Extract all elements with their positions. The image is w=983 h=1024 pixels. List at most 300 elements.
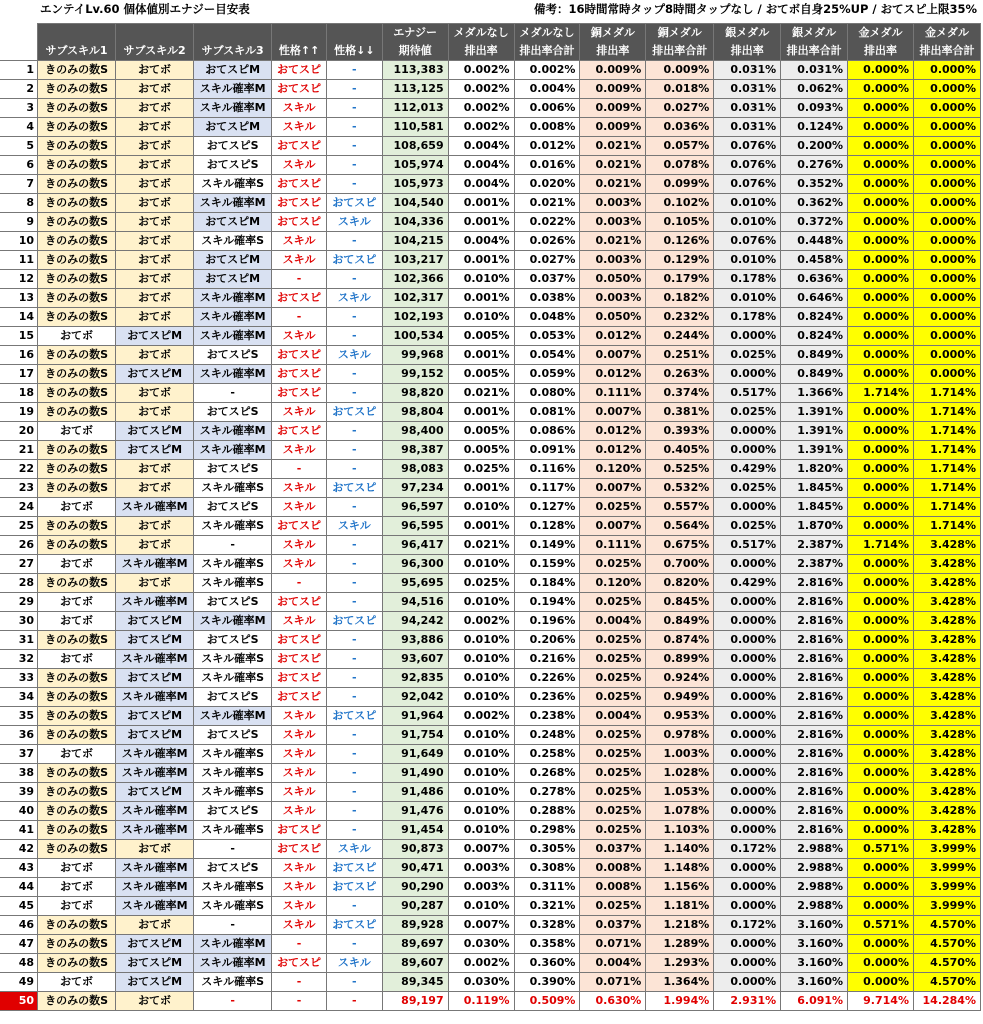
silver-total: 2.387% [781,536,848,555]
none-total: 0.048% [514,308,580,327]
header-sub-skill-2: サブスキル2 [116,42,194,61]
nature-up: おてスピ [272,384,327,403]
bronze-total: 0.532% [646,479,714,498]
gold-total: 0.000% [913,80,980,99]
bronze-total: 0.057% [646,137,714,156]
header-nature-down: 性格↓↓ [326,42,382,61]
sub-skill-2: おてボ [116,460,194,479]
nature-up: おてスピ [272,650,327,669]
header-bronze-rate: 排出率 [580,42,646,61]
nature-up: おてスピ [272,840,327,859]
bronze-total: 1.028% [646,764,714,783]
sub-skill-3: - [194,992,272,1011]
nature-up: スキル [272,764,327,783]
bronze-rate: 0.007% [580,346,646,365]
bronze-rate: 0.037% [580,916,646,935]
silver-rate: 0.031% [714,80,781,99]
table-row [0,365,981,384]
header-top [194,24,272,43]
sub-skill-1: おてボ [38,422,116,441]
nature-down: - [326,631,382,650]
bronze-total: 0.557% [646,498,714,517]
sub-skill-2: スキル確率M [116,593,194,612]
sub-skill-2: おてボ [116,194,194,213]
silver-rate: 0.000% [714,707,781,726]
nature-up: スキル [272,802,327,821]
gold-total: 0.000% [913,156,980,175]
none-total: 0.117% [514,479,580,498]
gold-total: 3.428% [913,688,980,707]
energy-value: 91,754 [382,726,448,745]
sub-skill-1: きのみの数S [38,156,116,175]
silver-total: 3.160% [781,954,848,973]
sub-skill-2: おてボ [116,213,194,232]
bronze-total: 0.126% [646,232,714,251]
table-row [0,118,981,137]
nature-up: - [272,308,327,327]
bronze-rate: 0.012% [580,327,646,346]
bronze-total: 0.099% [646,175,714,194]
nature-up: おてスピ [272,346,327,365]
sub-skill-1: きのみの数S [38,99,116,118]
gold-total: 0.000% [913,308,980,327]
none-total: 0.509% [514,992,580,1011]
none-rate: 0.025% [448,574,514,593]
table-row [0,479,981,498]
none-total: 0.184% [514,574,580,593]
row-number: 36 [0,726,38,745]
none-total: 0.305% [514,840,580,859]
nature-up: - [272,992,327,1011]
sub-skill-3: スキル確率M [194,327,272,346]
none-total: 0.360% [514,954,580,973]
energy-value: 99,152 [382,365,448,384]
gold-rate: 0.571% [848,916,914,935]
bronze-total: 1.103% [646,821,714,840]
none-rate: 0.001% [448,194,514,213]
silver-total: 2.816% [781,688,848,707]
nature-up: おてスピ [272,175,327,194]
nature-down: - [326,992,382,1011]
sub-skill-1: きのみの数S [38,536,116,555]
silver-total: 0.352% [781,175,848,194]
nature-down: スキル [326,213,382,232]
nature-down: - [326,118,382,137]
sub-skill-3: スキル確率S [194,517,272,536]
sub-skill-3: おてスピS [194,498,272,517]
bronze-rate: 0.025% [580,897,646,916]
sub-skill-3: おてスピS [194,346,272,365]
nature-down: おてスピ [326,612,382,631]
sub-skill-3: おてスピS [194,593,272,612]
sub-skill-1: きのみの数S [38,479,116,498]
silver-total: 1.391% [781,441,848,460]
bronze-rate: 0.025% [580,669,646,688]
sub-skill-2: おてボ [116,175,194,194]
bronze-rate: 0.025% [580,593,646,612]
none-total: 0.020% [514,175,580,194]
sub-skill-2: スキル確率M [116,878,194,897]
gold-total: 0.000% [913,289,980,308]
nature-up: スキル [272,745,327,764]
table-row [0,954,981,973]
nature-down: おてスピ [326,479,382,498]
none-total: 0.053% [514,327,580,346]
table-row [0,137,981,156]
table-row [0,612,981,631]
nature-up: おてスピ [272,137,327,156]
energy-value: 95,695 [382,574,448,593]
row-number: 14 [0,308,38,327]
nature-down: おてスピ [326,707,382,726]
gold-total: 3.999% [913,840,980,859]
silver-rate: 0.172% [714,916,781,935]
silver-rate: 0.178% [714,308,781,327]
energy-value: 89,607 [382,954,448,973]
silver-total: 0.849% [781,346,848,365]
gold-rate: 0.000% [848,897,914,916]
sub-skill-2: おてボ [116,384,194,403]
silver-rate: 2.931% [714,992,781,1011]
energy-value: 97,234 [382,479,448,498]
none-total: 0.258% [514,745,580,764]
header-top: 銀メダル [714,24,781,43]
silver-rate: 0.000% [714,612,781,631]
gold-rate: 0.000% [848,61,914,80]
sub-skill-2: おてボ [116,156,194,175]
energy-value: 89,197 [382,992,448,1011]
energy-value: 103,217 [382,251,448,270]
none-rate: 0.021% [448,384,514,403]
sub-skill-3: - [194,536,272,555]
none-total: 0.238% [514,707,580,726]
row-number: 34 [0,688,38,707]
sub-skill-3: おてスピM [194,213,272,232]
table-note: 備考：16時間常時タップ8時間タップなし / おてボ自身25%UP / おてスピ上限35% [533,2,977,16]
bronze-rate: 0.021% [580,137,646,156]
none-total: 0.358% [514,935,580,954]
silver-total: 0.276% [781,156,848,175]
gold-total: 0.000% [913,118,980,137]
bronze-rate: 0.021% [580,232,646,251]
energy-value: 91,490 [382,764,448,783]
silver-rate: 0.000% [714,593,781,612]
sub-skill-1: きのみの数S [38,289,116,308]
sub-skill-3: おてスピM [194,61,272,80]
nature-down: - [326,384,382,403]
gold-rate: 0.571% [848,840,914,859]
sub-skill-3: スキル確率S [194,669,272,688]
bronze-total: 1.140% [646,840,714,859]
sub-skill-1: きのみの数S [38,403,116,422]
energy-value: 90,287 [382,897,448,916]
nature-down: - [326,308,382,327]
none-total: 0.268% [514,764,580,783]
nature-up: おてスピ [272,954,327,973]
sub-skill-2: おてボ [116,840,194,859]
nature-down: スキル [326,346,382,365]
silver-rate: 0.031% [714,118,781,137]
gold-total: 3.428% [913,536,980,555]
energy-value: 104,540 [382,194,448,213]
nature-up: - [272,935,327,954]
gold-total: 3.428% [913,631,980,650]
energy-value: 96,300 [382,555,448,574]
row-number: 31 [0,631,38,650]
sub-skill-1: おてボ [38,593,116,612]
header-top: エナジー [382,24,448,43]
sub-skill-3: おてスピM [194,251,272,270]
none-rate: 0.010% [448,669,514,688]
row-number: 17 [0,365,38,384]
bronze-rate: 0.111% [580,384,646,403]
silver-total: 2.816% [781,650,848,669]
bronze-total: 0.874% [646,631,714,650]
none-rate: 0.001% [448,517,514,536]
sub-skill-2: スキル確率M [116,498,194,517]
nature-up: - [272,460,327,479]
row-number: 38 [0,764,38,783]
header-top [326,24,382,43]
gold-total: 3.428% [913,764,980,783]
nature-up: スキル [272,536,327,555]
nature-down: スキル [326,289,382,308]
table-row [0,289,981,308]
gold-rate: 0.000% [848,460,914,479]
sub-skill-3: スキル確率M [194,80,272,99]
sub-skill-2: おてボ [116,118,194,137]
gold-total: 1.714% [913,403,980,422]
nature-up: - [272,270,327,289]
sub-skill-1: きのみの数S [38,726,116,745]
silver-total: 0.824% [781,327,848,346]
sub-skill-1: きのみの数S [38,574,116,593]
silver-rate: 0.517% [714,384,781,403]
nature-up: おてスピ [272,365,327,384]
header-bar [0,0,983,19]
sub-skill-2: おてスピM [116,441,194,460]
sub-skill-2: おてボ [116,517,194,536]
energy-value: 96,417 [382,536,448,555]
silver-total: 0.093% [781,99,848,118]
bronze-total: 0.525% [646,460,714,479]
nature-down: - [326,156,382,175]
nature-up: スキル [272,612,327,631]
nature-up: おてスピ [272,517,327,536]
gold-rate: 0.000% [848,137,914,156]
gold-total: 3.428% [913,726,980,745]
sub-skill-2: おてボ [116,232,194,251]
nature-up: スキル [272,327,327,346]
bronze-total: 0.899% [646,650,714,669]
table-row [0,327,981,346]
none-rate: 0.010% [448,270,514,289]
gold-total: 0.000% [913,175,980,194]
header-blank [0,24,38,43]
silver-rate: 0.000% [714,802,781,821]
sub-skill-2: おてボ [116,99,194,118]
sub-skill-2: おてスピM [116,707,194,726]
none-rate: 0.005% [448,327,514,346]
sub-skill-1: おてボ [38,612,116,631]
row-number: 20 [0,422,38,441]
bronze-total: 0.700% [646,555,714,574]
header-top: メダルなし [514,24,580,43]
row-number: 33 [0,669,38,688]
sub-skill-1: きのみの数S [38,916,116,935]
sub-skill-2: おてボ [116,346,194,365]
gold-total: 3.428% [913,612,980,631]
nature-up: - [272,973,327,992]
gold-total: 0.000% [913,232,980,251]
nature-down: - [326,688,382,707]
silver-total: 1.845% [781,498,848,517]
energy-value: 91,486 [382,783,448,802]
table-row [0,175,981,194]
none-total: 0.012% [514,137,580,156]
sub-skill-1: おてボ [38,498,116,517]
none-rate: 0.010% [448,631,514,650]
row-number: 39 [0,783,38,802]
bronze-rate: 0.004% [580,954,646,973]
gold-rate: 0.000% [848,669,914,688]
table-row [0,669,981,688]
silver-total: 1.366% [781,384,848,403]
sub-skill-2: おてスピM [116,669,194,688]
header-bronze-total: 排出率合計 [646,42,714,61]
header-top: 金メダル [848,24,914,43]
nature-down: - [326,441,382,460]
nature-down: - [326,270,382,289]
sub-skill-3: スキル確率S [194,764,272,783]
gold-rate: 0.000% [848,878,914,897]
bronze-rate: 0.025% [580,726,646,745]
none-rate: 0.010% [448,650,514,669]
nature-down: - [326,593,382,612]
bronze-rate: 0.071% [580,973,646,992]
none-rate: 0.010% [448,745,514,764]
none-rate: 0.005% [448,441,514,460]
none-total: 0.004% [514,80,580,99]
silver-rate: 0.025% [714,479,781,498]
nature-down: おてスピ [326,194,382,213]
bronze-total: 0.978% [646,726,714,745]
row-number: 50 [0,992,38,1011]
gold-rate: 0.000% [848,802,914,821]
nature-down: - [326,536,382,555]
table-body [0,61,981,1011]
row-number: 2 [0,80,38,99]
energy-value: 96,595 [382,517,448,536]
silver-rate: 0.000% [714,745,781,764]
none-total: 0.080% [514,384,580,403]
header-top [272,24,327,43]
table-row [0,593,981,612]
row-number: 8 [0,194,38,213]
silver-rate: 0.010% [714,213,781,232]
bronze-rate: 0.025% [580,745,646,764]
none-rate: 0.001% [448,403,514,422]
gold-rate: 0.000% [848,593,914,612]
row-number: 16 [0,346,38,365]
sub-skill-2: おてボ [116,308,194,327]
sub-skill-1: きのみの数S [38,517,116,536]
energy-value: 92,042 [382,688,448,707]
header-top: 銀メダル [781,24,848,43]
silver-rate: 0.000% [714,498,781,517]
sub-skill-2: スキル確率M [116,802,194,821]
silver-rate: 0.025% [714,346,781,365]
gold-total: 1.714% [913,384,980,403]
sub-skill-3: スキル確率S [194,574,272,593]
gold-rate: 0.000% [848,954,914,973]
gold-total: 3.428% [913,802,980,821]
nature-up: おてスピ [272,631,327,650]
sub-skill-1: おてボ [38,745,116,764]
gold-total: 0.000% [913,194,980,213]
silver-rate: 0.000% [714,859,781,878]
header-top: 銅メダル [580,24,646,43]
sub-skill-1: きのみの数S [38,840,116,859]
silver-rate: 0.172% [714,840,781,859]
sub-skill-1: きのみの数S [38,270,116,289]
bronze-rate: 0.025% [580,555,646,574]
gold-rate: 0.000% [848,327,914,346]
gold-rate: 0.000% [848,441,914,460]
energy-value: 93,607 [382,650,448,669]
table-row [0,840,981,859]
sub-skill-2: おてボ [116,80,194,99]
silver-total: 0.062% [781,80,848,99]
row-number: 41 [0,821,38,840]
gold-rate: 0.000% [848,973,914,992]
energy-value: 91,964 [382,707,448,726]
none-total: 0.159% [514,555,580,574]
gold-rate: 0.000% [848,308,914,327]
gold-rate: 0.000% [848,707,914,726]
nature-down: - [326,365,382,384]
table-row [0,688,981,707]
none-total: 0.308% [514,859,580,878]
bronze-total: 0.949% [646,688,714,707]
gold-rate: 0.000% [848,80,914,99]
sub-skill-3: おてスピS [194,802,272,821]
header-energy: 期待値 [382,42,448,61]
bronze-rate: 0.008% [580,878,646,897]
gold-total: 0.000% [913,251,980,270]
energy-value: 100,534 [382,327,448,346]
table-row [0,916,981,935]
header-blank [0,42,38,61]
nature-down: - [326,327,382,346]
silver-rate: 0.010% [714,289,781,308]
bronze-rate: 0.025% [580,688,646,707]
silver-total: 6.091% [781,992,848,1011]
bronze-total: 0.374% [646,384,714,403]
sub-skill-3: スキル確率M [194,441,272,460]
bronze-rate: 0.025% [580,783,646,802]
sub-skill-1: きのみの数S [38,460,116,479]
nature-up: スキル [272,99,327,118]
bronze-total: 0.078% [646,156,714,175]
energy-value: 91,476 [382,802,448,821]
nature-up: スキル [272,783,327,802]
bronze-total: 0.009% [646,61,714,80]
bronze-rate: 0.004% [580,707,646,726]
nature-up: スキル [272,555,327,574]
gold-total: 3.999% [913,859,980,878]
sub-skill-3: スキル確率M [194,289,272,308]
